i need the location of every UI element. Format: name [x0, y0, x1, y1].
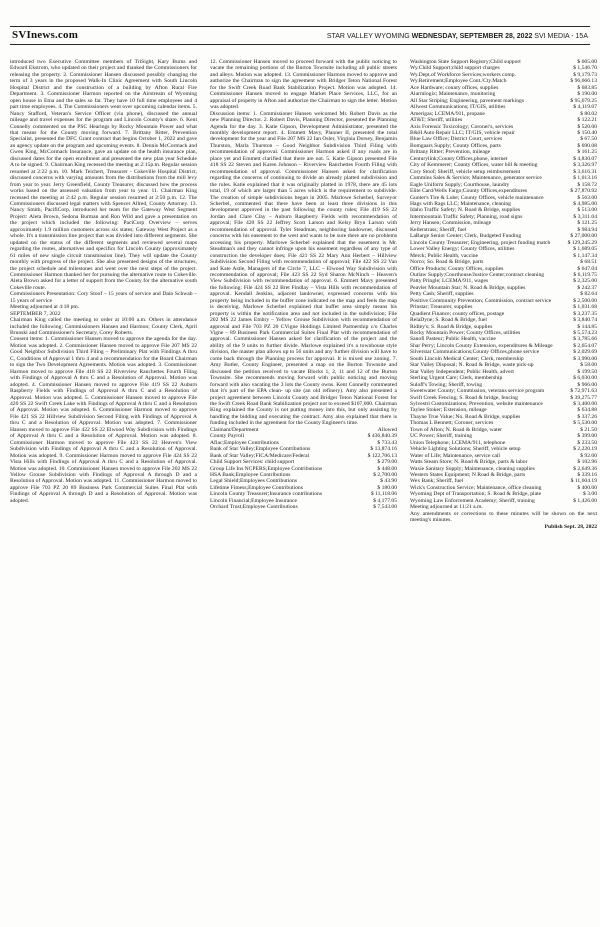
claimant-name: Ridley's; S. Road & Bridge, supplies	[410, 323, 493, 330]
claim-amount: $ 5,530.00	[573, 420, 597, 427]
claimant-name: Rocky Mountain Power; County Offices, utilities	[410, 330, 521, 337]
claimant-name: Brittany Ritter; Prevention, mileage	[410, 149, 491, 156]
claim-amount: $ 180.00	[377, 484, 397, 491]
claim-amount: $ 1,147.34	[573, 252, 597, 259]
claim-amount: $ 102.96	[577, 459, 597, 466]
claim-amount: $ 129,245.29	[567, 239, 597, 246]
claimant-name: Petty Cash; Sheriff, supplies	[410, 291, 474, 298]
claim-amount: $ 144.85	[577, 323, 597, 330]
claim-amount: $ 122.21	[577, 117, 597, 124]
claimant-name: Star Valley Disposal; N. Road & Bridge, waste pick-up	[410, 362, 534, 369]
claimant-name: Outlaw Supply;Courthouse/Justice Center;contract cleaning	[410, 271, 545, 278]
claim-amount: $ 2,325.00	[573, 278, 597, 285]
claimant-name: County Payroll	[210, 433, 245, 440]
claim-amount: $ 233.50	[577, 439, 597, 446]
claim-amount: $ 4,830.07	[573, 155, 597, 162]
claimant-name: Wyoming Law Enforcement Academy; Sheriff, training	[410, 497, 535, 504]
claim-amount: $ 4,177.05	[373, 497, 397, 504]
claimant-name: Lincoln County Treasurer;Insurance contributions	[210, 491, 323, 498]
column-1	[10, 59, 197, 530]
minutes-paragraph: Meeting adjourned at 4:18 pm.	[10, 304, 80, 311]
claim-amount: $ 1,426.00	[573, 497, 597, 504]
minutes-paragraph: introduced two Executive Committee members of TriSight, Kary Burns and Edward Ekstrom, who updated on their project and thanked the Commissioners for releasing the property. 2. Commissioner Hansen discussed possibly changing the term of 3 years in the proposed Walk-In Clinic Agreement with South Lincoln Hospital District and the construction of a building by Afton Rural Fire Department. 3. Commissioner Harmon reported on the Airstream of Wyoming open house in Etna and the sales so far. They have 10 full time employees and 4 part time employees. 4. The Commissioners went over upcoming calendar items. 5. Nancy Stafford, Veteran's Service Officer (via phone), discussed the annual mileage and travel expenses for the program and Lincoln County's share. 6. Kent Connelly commented on the PSC Hearings by Rocky Mountain Power and what that means for the County moving forward. 7. Brittany Ritter, Prevention Specialist, presented the DFC Grant contract that begins October 1, 2022 and gave an agency update on the program and upcoming events. 8. Dennis McCormack and Gwen King, McCormack Insurance, gave an update on the health insurance plan, discussed dates for the open enrollment and presented the new plan year Schedule A to be signed. 9. Chairman King recessed the meeting at 2:15p.m. Regular session resumed at 2:22 p.m. 10. Mark Teichert, Treasurer - Cokeville Hospital District, discussed concerns with varying amounts from the distributions from the mill levy from year to year. Jerry Greenfield, County Treasurer, discussed how the process works based on the assessed valuation from year to year. 11. Chairman King recessed the meeting at 2:42 p.m. Regular session resumed at 2:50 p.m. 12. The Commissioners discussed legal matters with Spencer Allred, County Attorney. 13. Nancy Smith, PacifiCorp, introduced her team for the Gateway West Segment Project: Aleta Brown, Sedona Burman and Ron Wild and gave a presentation on the project which included the following: PaciCorp Overview – serves approximately 1.9 million customers across six states; Gateway West Project as a whole. It's a transmission line project that was divided into different segments. She updated on the status of the different segments and reviewed several maps regarding the routes, alternatives and specifics for Lincoln County (approximately 61 miles of new single circuit transmission line). They will update the County monthly with progress of the project. She also presented designs of the structures, the project schedule and milestones and went over the next steps of the project. Commissioner Harmon thanked her for pursuing the alternative route to Cokeville. Aleta Brown asked for a letter of support from the County for the alternative south Cokeville route.	[10, 59, 197, 291]
claimant-name: Elite Card/Wells Fargo;County Offices,expenditures	[410, 188, 528, 195]
claim-amount: $ 2,220.19	[573, 446, 597, 453]
claim-amount: $ 4,985.00	[573, 200, 597, 207]
minutes-paragraph: Consent items: 1. Commissioner Hansen moved to approve the agenda for the day. Motion was adopted. 2. Commissioner Hansen moved to approve File 207 MS 22 Good Neighbor Subdivision Third Filing – Preliminary Plat with Findings A thru C, Conditions of Approval 1 thru 4 and a recommendation for the Board Chairman to sign the Two Development Agreements. Motion was adopted. 3. Commissioner Harmon moved to approve File 418 SS 22 Riverview Ranchettes Fourth Filing with Findings of Approval A thru C and a Resolution of Approval. Motion was adopted. 4. Commissioner Hansen moved to approve File 419 SS 22 Auburn Raspberry Fields with Findings of Approval A thru C and a Resolution of Approval. Motion was adopted. 5. Commissioner Hansen moved to approve File 420 SS 22 Swift Creek Lake with Findings of Approval A thru C and a Resolution of Approval. Motion was adopted. 6. Commissioner Harmon moved to approve File 421 SS 22 Hillview Subdivision Second Filing with Findings of Approval A thru C and a Resolution of Approval. Motion was adopted. 7. Commissioner Hansen moved to approve File 422 SS 22 Elwood Way Subdivision with Findings of Approval A thru C and a Resolution of Approval. Motion was adopted. 8. Commissioner Harmon moved to approve File 423 SS 22 Heaven's View Subdivision with Findings of Approval A thru C and a Resolution of Approval. Motion was adopted. 9. Commissioner Harmon moved to approve File 424 SS 22 Vista Hills with Findings of Approval A thru C and a Resolution of Approval. Motion was adopted. 10. Commissioner Hansen moved to approve File 202 MS 22 Yellow Grouse Subdivision with Findings of Approval A through D and a Resolution of Approval. Motion was adopted. 11. Commissioner Harmon moved to approve File 703 PZ 20 89 Business Park Commercial Suites Final Plat with Findings of Approval A through D and a Resolution of Approval. Motion was adopted.	[10, 336, 197, 504]
claimant-name: Watts Steam Store; N. Road & Bridge, parts & labor	[410, 459, 528, 466]
claim-amount: $ 2,500.00	[573, 297, 597, 304]
claimant-name: Taylee Stoker; Extension, mileage	[410, 407, 487, 414]
claimant-name: Orchard Trust;Employee Contributions	[210, 504, 298, 511]
claim-amount: $ 121.25	[577, 220, 597, 227]
claimant-name: Vehicle Lighting Solutions; Sheriff, vehicle setup	[410, 446, 521, 453]
claim-amount: $ 39,275.77	[570, 394, 597, 401]
claim-amount: $ 1,546.70	[573, 65, 597, 72]
claimant-name: Thomas L Bennett; Coroner, services	[410, 420, 494, 427]
closing-line: Meeting adjourned at 11:21 a.m.	[410, 504, 483, 511]
claimant-name: Norco; So. Road & Bridge, parts	[410, 259, 484, 266]
claim-amount: $ 563.00	[577, 194, 597, 201]
claimant-name: Sweetwater County; Commission, veterans service program	[410, 388, 545, 395]
claim-amount: $ 95,679.25	[570, 97, 597, 104]
claimant-name: Prinstar; Treasurer, supplies	[410, 304, 473, 311]
claimant-name: Centurylink;County Offices,phone, internet	[410, 155, 508, 162]
claimant-name: Aflac;Employee Contributions	[210, 439, 279, 446]
ledger-row	[210, 504, 397, 510]
claimant-name: Office Products; County Offices, supplies	[410, 265, 504, 272]
claim-amount: $ 2,029.69	[573, 349, 597, 356]
claim-amount: $ 72,971.63	[570, 388, 597, 395]
claimant-name: Shar Perry; Lincoln County Extension, expenditures & Mileage	[410, 342, 553, 349]
claim-amount: $ 2,654.07	[573, 342, 597, 349]
claimant-name: All Star Striping; Engineering, pavement markings	[410, 97, 525, 104]
claimant-name: Wex Bank; Sheriff, fuel	[410, 478, 464, 485]
claim-amount: $ 150.40	[577, 129, 597, 136]
claim-amount: $ 3,840.74	[573, 317, 597, 324]
minutes-paragraph: Commissioners Presentation: Cory Stoof – 15 years of service and Dain Schwab – 15 years of service	[10, 291, 197, 304]
claim-amount: $ 634.88	[577, 407, 597, 414]
claimant-name: Blue Law Office; District Court, services	[410, 136, 503, 143]
claim-amount: $ 448.00	[377, 465, 397, 472]
claimant-name: Child Support Services: child support	[210, 459, 295, 466]
claim-amount: $ 520.00	[577, 123, 597, 130]
claimant-name: Waxie Sanitary Supply; Maintenance, cleaning supplies	[410, 465, 535, 472]
claimant-name: Western States Equipment; N Road & Bridge, parts	[410, 472, 526, 478]
claimant-name: Positive Community Prevention; Commission, contract service	[410, 297, 552, 304]
claimant-name: Suloff's Towing; Sheriff, towing	[410, 381, 483, 388]
claimant-name: Jerry Hansen; Commission, mileage	[410, 220, 492, 227]
claim-amount: $ 7,543.00	[373, 504, 397, 511]
publish-line: Publish Sept. 28, 2022	[544, 523, 597, 530]
claimant-name: Allwest Communications; IT/GIS, utilities	[410, 104, 506, 111]
masthead-edition: SVI MEDIA - 15A	[532, 33, 588, 40]
claimant-name: Merck; Public Health, vaccine	[410, 252, 479, 259]
claim-amount: $ 43.90	[380, 478, 397, 485]
claim-amount: $ 690.08	[577, 142, 597, 149]
claimant-name: Quadient Finance; county offices, postage	[410, 310, 505, 317]
claim-amount: $ 400.00	[577, 484, 597, 491]
claim-amount: $ 21.50	[580, 426, 597, 433]
claim-amount: $ 199.50	[577, 368, 597, 375]
claim-amount: $ 683.85	[577, 84, 597, 91]
ledger-header-allowed: Allowed	[377, 426, 397, 433]
claimant-name: Swift Creek Fencing; S. Road & bridge, fencing	[410, 394, 518, 401]
claimant-name: Gunter's Tire & Lube; County Offices, vehicle maintenance	[410, 194, 544, 201]
claimant-name: Wy.Dept.of Workforce Services;workers comp.	[410, 71, 516, 78]
claim-amount: $ 399.00	[577, 433, 597, 440]
claimant-name: Amerigas; LCEMA/911, propane	[410, 110, 485, 117]
claim-amount: $ 966.00	[577, 381, 597, 388]
claimant-name: Star Valley Independent; Public Health, advert	[410, 368, 514, 375]
claimant-name: Axis Forensic Toxicology; Coroner's, services	[410, 123, 514, 130]
claimant-name: Silverstar Communications;County Offices,phone service	[410, 349, 540, 356]
claim-amount: $ 3.00	[583, 491, 597, 498]
claimant-name: RelaDyne; S. Road & Bridge, fuel	[410, 317, 487, 324]
claim-amount: $ 279.00	[377, 459, 397, 466]
claim-amount: $ 82.64	[580, 291, 597, 298]
claimant-name: Group Life Ins NCPERS;Employee Contributions	[210, 465, 323, 472]
claim-amount: $ 1,689.05	[573, 246, 597, 253]
claim-amount: $ 80.02	[580, 110, 597, 117]
claimant-name: Lincoln Financial;Employee Insurance	[210, 497, 297, 504]
claimant-name: Ace Hardware; county offices, supplies	[410, 84, 499, 91]
claim-amount: $ 58.00	[580, 362, 597, 369]
claim-amount: $ 68.51	[580, 259, 597, 266]
claimant-name: City of Kemmerer; County Offices, water bill & meeting	[410, 162, 538, 169]
closing-line: Any amendments or corrections to these minutes will be shown on the next meeting's minutes.	[410, 510, 597, 524]
claim-amount: $ 3,785.66	[573, 336, 597, 343]
claim-amount: $ 513.00	[577, 207, 597, 214]
claim-amount: $ 3,237.35	[573, 310, 597, 317]
claim-amount: $ 161.25	[577, 149, 597, 156]
claim-amount: $ 436,840.39	[367, 433, 397, 440]
minutes-paragraph: Discussion items: 1. Commissioner Hansen welcomed Mr. Robert Davis as the new Planning Director. 2. Robert Davis, Planning Director, presented the Planning Agenda for the day. 3. Katie Gipson, Development Administrator, presented the monthly development report. 4. Emmett Mavy, Planner II, presented the total development for the year and File 207 MS 22 Ian Osler, Virginia Dorsey, Benjamin Thurston, Marla Thurston – Good Neighbor Subdivision Third Filing with recommendation of approval. Commissioner Harmon asked if any roads are in place yet and Emmett clarified that there are not. 5. Katie Gipson presented File 418 SS 22 Steven and Karen Johnson – Riverview Ranchettes Fourth Filing with recommendation of approval. Commissioner Hansen asked for clarification regarding the concerns of continuing to divide an already platted subdivision and the rules. Katie explained that it was originally platted in 1978, there are 45 lots total, 19 of which are larger than 5 acres which is the requirement to subdivide. The creation of simple subdivisions began in 2005. Marlowe Scherbel, Surveyor Scherbel, commented that there have been at least three divisions in this development approved in the past following the county rules; File 419 SS 22 Jordan and Clare Clay – Auburn Raspberry Fields with recommendation of approval; File 420 SS 22 Jeffrey Scott Larson and Kelsy Bryn Larson with recommendation of approval. Tyler Steadman, neighboring landowner, discussed concerns with his easement to the west and wants to be sure there are no problems accessing his property. Marlowe Scherbel explained that the easement is Mr. Steadman's and they cannot infringe upon his easement regardless of any type of construction the developer does; File 421 SS 22 Mary Ann Herbert – Hillview Subdivision Second Filing with recommendation of approval; File 422 SS 22 Van and Kate Astle, Managers of the Circle 7, LLC – Elwood Way Subdivision with recommendation of approval; File 423 SS 22 Syd Sharon McNinch – Heaven's View Subdivision with recommendation of approval. 6. Emmett Mavy presented the following: File 424 SS 22 Bret Findlay – Vista Hills with recommendation of approval. Kendall Jenkins, adjacent landowner, expressed concerns with his property being included in the buffer zone indicated on the map and feels the map is deceiving. Marlowe Scherbel explained that buffer area simply means his property is within the notification area and not included in the subdivision; File 202 MS 22 James Embry – Yellow Grouse Subdivision with recommendation of approval and File 703 PZ 20 CVigne Holdings Limited Partnership c/o Charles Vigne – 89 Business Park Commercial Suites Final Plat with recommendation of approval. Commissioner Hansen asked for clarification of the project and the ability of the 9 units to further divide. Marlowe explained it's a townhouse style division, the master plan allows up to 56 units and any further division will have to come back through the Planning process for approval. It is mixed use zoning. 7. Amy Butler, County Engineer, presented a map on the Burton Townsite and discussed the petition received to vacate Blocks 1, 2, 11 and 12 of the Burton Townsite. She recommends moving forward with public noticing and moving forward with also vacating the 3 lots the County owns. Kent Connelly commented that it's part of the EPA clean- up site (an old refinery). Amy also presented a project agreement between Lincoln County and Bridger Teton National Forest for the Swift Creek Road Bank Stabilization project not to exceed $107,000. Chairman King explained the County is not putting money into this, but only assisting by handling the bidding and executing the contract. Amy also explained that there is funding included in the agreement for the County Engineer's time.	[210, 110, 397, 427]
claimant-name: Wyoming Dept of Transportation; S. Road & Bridge, plate	[410, 491, 542, 498]
claimant-name: Alarmlogix; Maintenance, monitoring	[410, 91, 496, 98]
claimant-name: Cummins Sales & Service; Maintenance, generator service	[410, 175, 542, 182]
claimant-name: Eagle Uniform Supply; Courthouse, laundry	[410, 181, 510, 188]
claimant-name: B&H Auto Repair LLC; IT/GIS, vehicle repair	[410, 129, 515, 136]
claim-amount: $ 27,000.00	[570, 233, 597, 240]
claim-amount: $ 647.04	[577, 265, 597, 272]
claim-amount: $ 1,031.68	[573, 304, 597, 311]
claimant-name: Cory Stoof; Sheriff, vehicle setup reimbursement	[410, 168, 521, 175]
claim-amount: $ 242.37	[577, 284, 597, 291]
claim-amount: $ 3,990.00	[573, 355, 597, 362]
claimant-name: Legal Shield;Employees Contributions	[210, 478, 298, 485]
claimant-name: LaBarge Senior Center; Clerk, Budgeted Funding	[410, 233, 522, 240]
claimant-name: Sterling Urgent Care; Clerk, membership	[410, 375, 503, 382]
claim-amount: $ 733.43	[377, 439, 397, 446]
claim-amount: $ 3,326.97	[573, 162, 597, 169]
claimant-name: Washington State Support Registry;Child support	[410, 59, 521, 65]
claimant-name: Thayne True Value; No. Road & Bridge, supplies	[410, 413, 521, 420]
article-columns	[10, 59, 597, 530]
claim-amount: $ 2,700.00	[373, 472, 397, 478]
masthead-right	[327, 33, 588, 40]
claimant-name: Wy.Child Support;child support charges	[410, 65, 500, 72]
masthead-date: WEDNESDAY, SEPTEMBER 28, 2022	[411, 33, 533, 40]
claim-amount: $ 27,870.92	[570, 188, 597, 195]
claim-amount: $ 6,119.75	[573, 271, 597, 278]
claimant-name: Water of Life; Maintenance, service call	[410, 452, 500, 459]
claim-amount: $ 122,706.13	[367, 452, 397, 459]
claim-amount: $ 158.72	[577, 181, 597, 188]
claim-amount: $ 605.00	[577, 59, 597, 65]
claim-amount: $ 96,666.13	[570, 78, 597, 85]
claimant-name: South Lincoln Medical Center; Clerk, membership	[410, 355, 524, 362]
claim-amount: $ 67.50	[580, 136, 597, 143]
minutes-paragraph: 12. Commissioner Hansen moved to proceed forward with the public noticing to vacate the remaining portions of the Burton Townsite including all public streets and alleys. Motion was adopted. 13. Commissioner Harmon moved to approve and authorize the Chairman to sign the agreement with Bridger Teton National Forest for the Swift Creek Road Bank Stabilization Project. Motion was adopted. 14. Commissioner Hansen moved to engage Market Place Services, LLC, for an appraisal of property in Afton and authorize the Chairman to sign the letter. Motion was adopted.	[210, 59, 397, 111]
claimant-name: Bank of Star Valley;Employee Contributions	[210, 446, 311, 453]
claim-amount: $ 11,604.19	[570, 478, 597, 485]
claimant-name: Town of Afton; N. Road & Bridge, water	[410, 426, 503, 433]
claim-amount: $ 11,118.06	[370, 491, 397, 498]
claimant-name: Lifetime Fitness;Employee Contributions	[210, 484, 303, 491]
claim-amount: $ 3,311.04	[573, 213, 597, 220]
claimant-name: Bank of Star Valley;FICA/Medicare/Federal	[210, 452, 310, 459]
column-2	[210, 59, 397, 530]
ledger-header-claimant: Claimant/Department	[210, 426, 259, 433]
claim-amount: $ 339.16	[577, 472, 597, 478]
claimant-name: UC Power; Sheriff, training	[410, 433, 473, 440]
claimant-name: Hags with Rags LLC; Maintenance, cleaning	[410, 200, 511, 207]
claimant-name: HSA Bank;Employee Contributions	[210, 472, 291, 478]
claim-amount: $ 190.00	[577, 91, 597, 98]
claim-amount: $ 337.26	[577, 413, 597, 420]
claim-amount: $ 984.94	[577, 226, 597, 233]
claimant-name: AT&T; Sheriff, utilities	[410, 117, 463, 124]
column-3	[410, 59, 597, 530]
claim-amount: $ 6,030.00	[573, 375, 597, 382]
claim-amount: $ 1,013.16	[573, 175, 597, 182]
claimant-name: Intermountain Traffic Safety; Planning, road signs	[410, 213, 523, 220]
claimant-name: Lower Valley Energy; County Offices, utilities	[410, 246, 515, 253]
claim-amount: $ 92.00	[580, 452, 597, 459]
claimant-name: Sanofi Pasteur; Public Health, vaccine	[410, 336, 496, 343]
claimant-name: Idaho Traffic Safety; N. Road & Bridge, supplies	[410, 207, 521, 214]
claimant-name: Wick's Construction Service; Maintenance, office cleaning	[410, 484, 542, 491]
claim-amount: $ 4,119.07	[573, 104, 597, 111]
closing-lines	[410, 504, 597, 523]
claimant-name: Lincoln County Treasurer; Engineering, project funding match	[410, 239, 551, 246]
claimant-name: Wy.Retirement;Employee Cont./Cty.Match	[410, 78, 507, 85]
minutes-paragraph: SEPTEMBER 7, 2022	[10, 310, 61, 317]
claimant-name: Bomgaars Supply; County Offices, parts	[410, 142, 501, 149]
claim-amount: $ 2,649.36	[573, 465, 597, 472]
masthead-location: STAR VALLEY WYOMING	[326, 33, 412, 40]
claim-amount: $ 3,616.31	[573, 168, 597, 175]
claim-amount: $ 9,179.73	[573, 71, 597, 78]
claimant-name: Patty Pringle; LCEMA/911, wages	[410, 278, 489, 285]
claim-amount: $ 13,874.16	[370, 446, 397, 453]
claim-amount: $ 3,400.00	[573, 401, 597, 408]
claim-amount: $ 5,574.23	[573, 330, 597, 337]
claimant-name: Union Telephone; LCEMA/911, telephone	[410, 439, 506, 446]
claimant-name: Sylvestri Customizations; Prevention, website maintenance	[410, 401, 543, 408]
minutes-paragraph: Chairman King called the meeting to order at 10:00 a.m. Others in attendance included the following: Commissioners Hansen and Harmon; County Clerk, April Brunski and Commissioner's Secretary, Corey Roberts.	[10, 317, 197, 337]
site-title[interactable]: SVInews.com	[12, 29, 79, 41]
claimant-name: Kellerstrass; Sheriff, fuel	[410, 226, 467, 233]
masthead	[10, 26, 590, 45]
claimant-name: Peavler Mountain Star; N. Road & Bridge, supplies	[410, 284, 526, 291]
